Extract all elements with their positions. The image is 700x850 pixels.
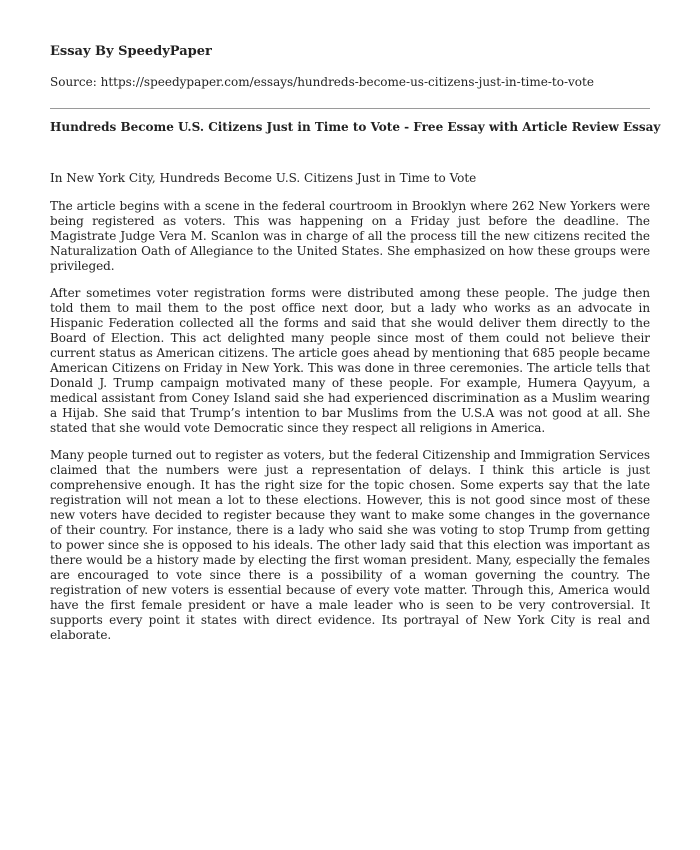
paragraph-2: After sometimes voter registration forms were distributed among these people. The judge then told them to mail them to the post office next door, but a lady who works as an advocate in Hispanic Federation collected all the forms and said that she would deliver them directly to the Board of Election. This act delighted many people since most of them could not believe their current status as American citizens. The article goes ahead by mentioning that 685 people became American Citizens on Friday in New York. This was done in three ceremonies. The article tells that Donald J. Trump campaign motivated many of these people. For example, Humera Qayyum, a medical assistant from Coney Island said she had experienced discrimination as a Muslim wearing a Hijab. She said that Trump’s intention to bar Muslims from the U.S.A was not good at all. She stated that she would vote Democratic since they respect all religions in America.: [50, 286, 650, 435]
paragraph-1: The article begins with a scene in the federal courtroom in Brooklyn where 262 New Yorkers were being registered as voters. This was happening on a Friday just before the deadline. The Magistrate Judge Vera M. Scanlon was in charge of all the process till the new citizens recited the Naturalization Oath of Allegiance to the United States. She emphasized on how these groups were privileged.: [50, 199, 650, 273]
brand-title: Essay By SpeedyPaper: [50, 44, 212, 59]
header-divider: [50, 108, 650, 109]
article-subheading: In New York City, Hundreds Become U.S. Citizens Just in Time to Vote: [50, 171, 477, 185]
paragraph-3: Many people turned out to register as voters, but the federal Citizenship and Immigration Services claimed that the numbers were just a representation of delays. I think this article is just comprehensive enough. It has the right size for the topic chosen. Some experts say that the late registration will not mean a lot to these elections. However, this is not good since most of these new voters have decided to register because they want to make some changes in the governance of their country. For instance, there is a lady who said she was voting to stop Trump from getting to power since she is opposed to his ideals. The other lady said that this election was important as there would be a history made by electing the first woman president. Many, especially the females are encouraged to vote since there is a possibility of a woman governing the country. The registration of new voters is essential because of every vote matter. Through this, America would have the first female president or have a male leader who is seen to be very controversial. It supports every point it states with direct evidence. Its portrayal of New York City is real and elaborate.: [50, 448, 650, 642]
source-url: Source: https://speedypaper.com/essays/hundreds-become-us-citizens-just-in-time-to-vote: [50, 75, 594, 89]
essay-body: [50, 171, 650, 643]
essay-title: Hundreds Become U.S. Citizens Just in Time to Vote - Free Essay with Article Review Essay: [50, 120, 661, 134]
